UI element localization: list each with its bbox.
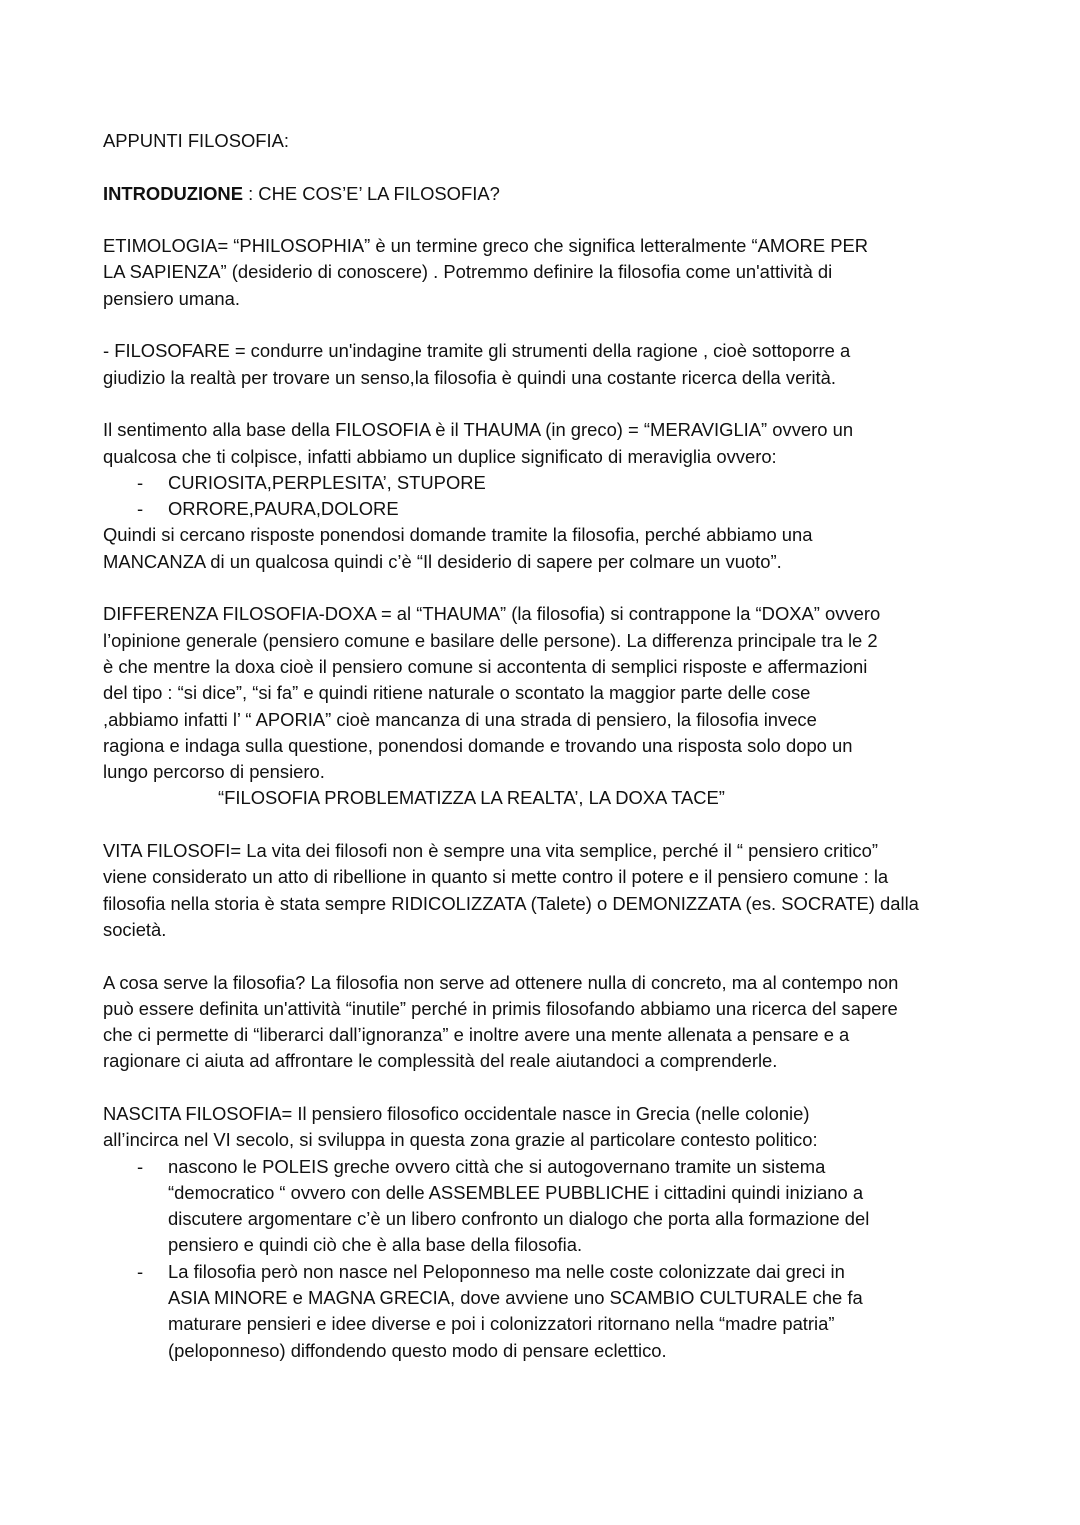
spacer — [103, 391, 1003, 417]
list-item-text: ORRORE,PAURA,DOLORE — [168, 498, 399, 520]
spacer — [103, 154, 1003, 180]
list-item-text: maturare pensieri e idee diverse e poi i colonizzatori ritornano nella “madre patria” — [168, 1313, 835, 1335]
spacer — [103, 312, 1003, 338]
list-item-text: “democratico “ ovvero con delle ASSEMBLEE PUBBLICHE i cittadini quindi iniziano a — [168, 1181, 864, 1203]
vita-line: VITA FILOSOFI= La vita dei filosofi non è sempre una vita semplice, perché il “ pensiero critico” — [103, 840, 878, 862]
list-item-text: pensiero e quindi ciò che è alla base della filosofia. — [168, 1234, 583, 1256]
list-item — [103, 1154, 1003, 1180]
serve-line: che ci permette di “liberarci dall’ignoranza” e inoltre avere una mente allenata a pensare e a — [103, 1024, 850, 1046]
doxa-line: DIFFERENZA FILOSOFIA-DOXA = al “THAUMA” (la filosofia) si contrappone la “DOXA” ovvero — [103, 603, 881, 625]
bullet-dash: - — [137, 1260, 144, 1282]
list-item — [103, 496, 1003, 522]
list-item-text: (peloponneso) diffondendo questo modo di pensare eclettico. — [168, 1339, 667, 1361]
list-item-continuation — [103, 1311, 1003, 1337]
serve-line: A cosa serve la filosofia? La filosofia non serve ad ottenere nulla di concreto, ma al contempo non — [103, 971, 899, 993]
list-item-text: nascono le POLEIS greche ovvero città che si autogovernano tramite un sistema — [168, 1155, 826, 1177]
bullet-dash: - — [137, 498, 144, 520]
spacer — [103, 943, 1003, 969]
doxa-quote: “FILOSOFIA PROBLEMATIZZA LA REALTA’, LA DOXA TACE” — [218, 787, 725, 809]
spacer — [103, 1075, 1003, 1101]
thauma-line: qualcosa che ti colpisce, infatti abbiamo un duplice significato di meraviglia ovvero: — [103, 445, 777, 467]
list-item-continuation — [103, 1338, 1003, 1364]
vita-line: società. — [103, 918, 167, 940]
intro-heading — [103, 181, 1003, 207]
document-page — [103, 128, 1003, 1364]
list-item-continuation — [103, 1180, 1003, 1206]
serve-line: ragionare ci aiuta ad affrontare le complessità del reale aiutandoci a comprenderle. — [103, 1050, 778, 1072]
list-item-continuation — [103, 1285, 1003, 1311]
list-item-text: CURIOSITA,PERPLESITA’, STUPORE — [168, 471, 486, 493]
list-item — [103, 470, 1003, 496]
doxa-line: è che mentre la doxa cioè il pensiero comune si accontenta di semplici risposte e affermazioni — [103, 655, 868, 677]
etimologia-line: pensiero umana. — [103, 287, 240, 309]
list-item-text: ASIA MINORE e MAGNA GRECIA, dove avviene uno SCAMBIO CULTURALE che fa — [168, 1287, 863, 1309]
doxa-line: ragiona e indaga sulla questione, ponendosi domande e trovando una risposta solo dopo un — [103, 734, 853, 756]
list-item-text: discutere argomentare c’è un libero confronto un dialogo che porta alla formazione del — [168, 1208, 870, 1230]
doxa-line: lungo percorso di pensiero. — [103, 761, 325, 783]
spacer — [103, 207, 1003, 233]
spacer — [103, 812, 1003, 838]
doxa-line: ,abbiamo infatti l’ “ APORIA” cioè mancanza di una strada di pensiero, la filosofia invece — [103, 708, 817, 730]
filosofare-line: giudizio la realtà per trovare un senso,la filosofia è quindi una costante ricerca della verità. — [103, 366, 836, 388]
doxa-line: l’opinione generale (pensiero comune e basilare delle persone). La differenza principale tra le 2 — [103, 629, 878, 651]
thauma-after-line: MANCANZA di un qualcosa quindi c’è “Il desiderio di sapere per colmare un vuoto”. — [103, 550, 782, 572]
vita-line: filosofia nella storia è stata sempre RIDICOLIZZATA (Talete) o DEMONIZZATA (es. SOCRATE) dalla — [103, 892, 919, 914]
thauma-line: Il sentimento alla base della FILOSOFIA è il THAUMA (in greco) = “MERAVIGLIA” ovvero un — [103, 419, 854, 441]
doxa-line: del tipo : “si dice”, “si fa” e quindi ritiene naturale o scontato la maggior parte delle cose — [103, 682, 811, 704]
document-title: APPUNTI FILOSOFIA: — [103, 130, 289, 151]
list-item-continuation — [103, 1206, 1003, 1232]
filosofare-line: - FILOSOFARE = condurre un'indagine tramite gli strumenti della ragione , cioè sottoporre a — [103, 340, 851, 362]
intro-heading-rest: : CHE COS’E’ LA FILOSOFIA? — [242, 182, 500, 204]
list-item-text: La filosofia però non nasce nel Peloponneso ma nelle coste colonizzate dai greci in — [168, 1260, 845, 1282]
etimologia-line: ETIMOLOGIA= “PHILOSOPHIA” è un termine greco che significa letteralmente “AMORE PER — [103, 235, 869, 257]
list-item — [103, 1259, 1003, 1285]
list-item-continuation — [103, 1232, 1003, 1258]
intro-heading-bold: INTRODUZIONE — [103, 182, 243, 204]
nascita-line: all’incirca nel VI secolo, si sviluppa in questa zona grazie al particolare contesto politico: — [103, 1129, 818, 1151]
bullet-dash: - — [137, 1155, 144, 1177]
spacer — [103, 575, 1003, 601]
vita-line: viene considerato un atto di ribellione in quanto si mette contro il potere e il pensiero comune : la — [103, 866, 889, 888]
bullet-dash: - — [137, 471, 144, 493]
nascita-line: NASCITA FILOSOFIA= Il pensiero filosofico occidentale nasce in Grecia (nelle colonie) — [103, 1102, 810, 1124]
serve-line: può essere definita un'attività “inutile” perché in primis filosofando abbiamo una ricerca del sapere — [103, 997, 898, 1019]
etimologia-line: LA SAPIENZA” (desiderio di conoscere) . Potremmo definire la filosofia come un'attività di — [103, 261, 833, 283]
thauma-after-line: Quindi si cercano risposte ponendosi domande tramite la filosofia, perché abbiamo una — [103, 524, 813, 546]
